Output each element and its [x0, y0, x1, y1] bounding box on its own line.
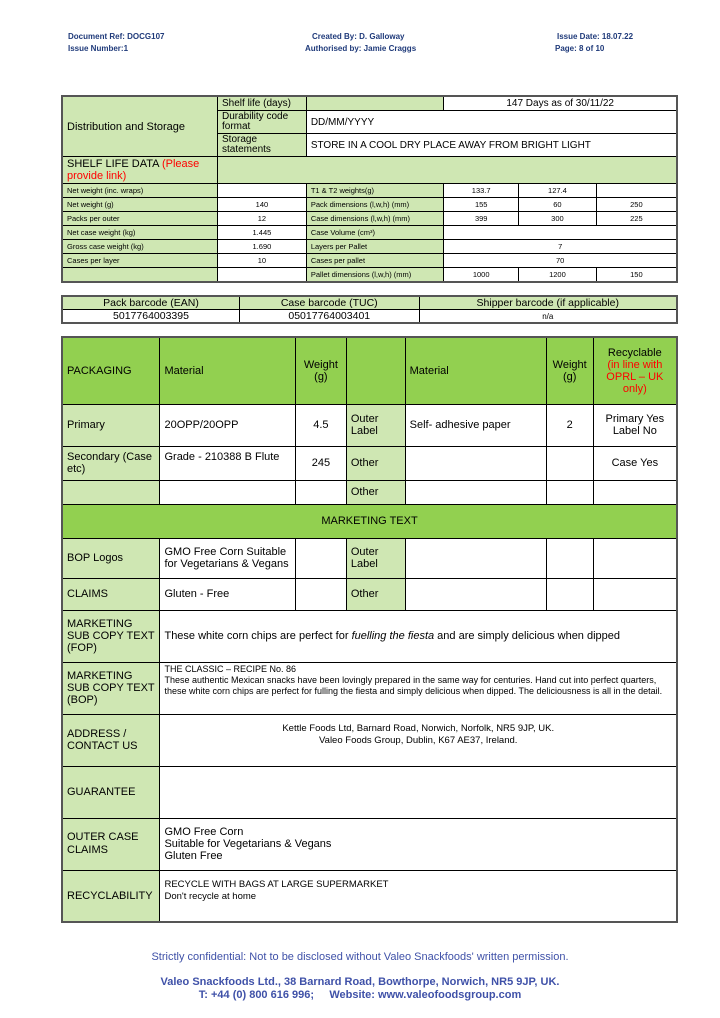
shelf-row-label: Packs per outer [62, 212, 218, 226]
shelf-row-label: Net weight (inc. wraps) [62, 184, 218, 198]
outer-label-material: Self- adhesive paper [405, 404, 546, 446]
shelf-row-label: Gross case weight (kg) [62, 240, 218, 254]
claims-other: Other [346, 578, 405, 610]
shelf-row-metric: Cases per pallet [306, 254, 444, 268]
durability-label: Durability code format [218, 111, 307, 134]
shelf-row-label: Cases per layer [62, 254, 218, 268]
created-by: Created By: D. Galloway [312, 32, 405, 41]
address-label: ADDRESS / CONTACT US [62, 714, 160, 766]
shelf-row-metric: Layers per Pallet [306, 240, 444, 254]
storage-value: STORE IN A COOL DRY PLACE AWAY FROM BRIGHT LIGHT [306, 134, 677, 157]
outer-claims-label: OUTER CASE CLAIMS [62, 818, 160, 870]
shelf-data-row [62, 254, 677, 268]
bop-outer-label: Outer Label [346, 538, 405, 578]
secondary-material: Grade - 210388 B Flute [160, 446, 295, 480]
ean-value: 5017764003395 [62, 310, 240, 324]
shelf-row-value: 12 [218, 212, 307, 226]
shelf-data-row [62, 184, 677, 198]
shelf-row-metric: T1 & T2 weights(g) [306, 184, 444, 198]
authorised-by: Authorised by: Jamie Craggs [305, 44, 417, 53]
recyclable-header: Recyclable (in line with OPRL – UK only) [593, 337, 677, 404]
shelf-row-value: 10 [218, 254, 307, 268]
shipper-label: Shipper barcode (if applicable) [419, 296, 677, 310]
issue-date: Issue Date: 18.07.22 [557, 32, 634, 41]
shelf-row-label: Net case weight (kg) [62, 226, 218, 240]
shelf-row-label [62, 268, 218, 283]
primary-material: 20OPP/20OPP [160, 404, 295, 446]
recyclable-note: (in line with OPRL – UK only) [606, 358, 664, 395]
bop-text: THE CLASSIC – RECIPE No. 86 These authentic Mexican snacks have been lovingly prepared in the same way for centuries. Hand cut into perfect quarters, these white corn chips are perfect for fulling the fiesta and simply delicious when dipped. The deliciousness is all in the detail. [160, 662, 677, 714]
outer-label-weight: 2 [546, 404, 593, 446]
shelf-row-metric: Pack dimensions (l,w,h) (mm) [306, 198, 444, 212]
guarantee-label: GUARANTEE [62, 766, 160, 818]
shelf-life-data-note: (Please provide link) [67, 158, 200, 182]
shelf-row-value: 140 [218, 198, 307, 212]
shelf-life-data-title: SHELF LIFE DATA (Please provide link) [62, 157, 218, 184]
outer-claims-text: GMO Free Corn Suitable for Vegetarians & Vegans Gluten Free [160, 818, 677, 870]
primary-weight: 4.5 [295, 404, 346, 446]
packaging-title: PACKAGING [62, 337, 160, 404]
shelf-row-value: 1.690 [218, 240, 307, 254]
shelf-row-value-3: 225 [596, 212, 677, 226]
fop-label: MARKETING SUB COPY TEXT (FOP) [62, 610, 160, 662]
claims-value: Gluten - Free [160, 578, 295, 610]
secondary-recyclable: Case Yes [593, 446, 677, 480]
shelf-data-row [62, 268, 677, 283]
shelf-row-value-3 [596, 184, 677, 198]
durability-value: DD/MM/YYYY [306, 111, 677, 134]
shelf-row-value-1: 1000 [444, 268, 519, 283]
shelf-row-value-3: 150 [596, 268, 677, 283]
shipper-value: n/a [419, 310, 677, 324]
shelf-row-value [218, 184, 307, 198]
shelf-row-span-value: 7 [444, 240, 677, 254]
distribution-storage-label: Distribution and Storage [62, 96, 218, 157]
shelf-row-metric: Pallet dimensions (l,w,h) (mm) [306, 268, 444, 283]
shelf-data-row [62, 226, 677, 240]
tuc-value: 05017764003401 [240, 310, 420, 324]
issue-number: Issue Number:1 [68, 44, 129, 53]
shelf-data-row [62, 212, 677, 226]
shelf-row-value: 1.445 [218, 226, 307, 240]
footer-contact: T: +44 (0) 800 616 996; Website: www.valeofoodsgroup.com [198, 989, 522, 1001]
shelf-row-span-value: 70 [444, 254, 677, 268]
secondary-label: Secondary (Case etc) [62, 446, 160, 480]
barcode-table [61, 295, 678, 324]
primary-recyclable: Primary Yes Label No [593, 404, 677, 446]
shelf-row-value-1: 133.7 [444, 184, 519, 198]
marketing-title: MARKETING TEXT [62, 504, 677, 538]
page-number: Page: 8 of 10 [555, 44, 605, 53]
shelf-row-label: Net weight (g) [62, 198, 218, 212]
shelf-life-value: 147 Days as of 30/11/22 [444, 96, 677, 111]
primary-label: Primary [62, 404, 160, 446]
address-text: Kettle Foods Ltd, Barnard Road, Norwich, Norfolk, NR5 9JP, UK. Valeo Foods Group, Dublin, K67 AE37, Ireland. [160, 714, 677, 766]
weight-header: Weight (g) [295, 337, 346, 404]
recyclability-label: RECYCLABILITY [62, 870, 160, 922]
distribution-storage-table [61, 95, 678, 283]
bop-label: MARKETING SUB COPY TEXT (BOP) [62, 662, 160, 714]
bop-logos-label: BOP Logos [62, 538, 160, 578]
material2-header: Material [405, 337, 546, 404]
recyclability-text: RECYCLE WITH BAGS AT LARGE SUPERMARKET Don't recycle at home [160, 870, 677, 922]
shelf-data-row [62, 198, 677, 212]
shelf-row-metric: Case dimensions (l,w,h) (mm) [306, 212, 444, 226]
material-header: Material [160, 337, 295, 404]
shelf-row-value-1: 399 [444, 212, 519, 226]
shelf-row-metric: Case Volume (cm³) [306, 226, 444, 240]
shelf-data-row [62, 240, 677, 254]
other-label-2: Other [346, 480, 405, 504]
footer-address: Valeo Snackfoods Ltd., 38 Barnard Road, Bowthorpe, Norwich, NR5 9JP, UK. [160, 976, 560, 988]
shelf-row-span-value [444, 226, 677, 240]
storage-label: Storage statements [218, 134, 307, 157]
outer-label-label: Outer Label [346, 404, 405, 446]
shelf-row-value-3: 250 [596, 198, 677, 212]
confidential-notice: Strictly confidential: Not to be disclosed without Valeo Snackfoods' written permission. [151, 951, 569, 963]
packaging-marketing-table [61, 336, 678, 923]
doc-ref: Document Ref: DOCG107 [68, 32, 165, 41]
guarantee-value [160, 766, 677, 818]
fop-text: These white corn chips are perfect for fuelling the fiesta and are simply delicious when dipped [160, 610, 677, 662]
shelf-row-value-1: 155 [444, 198, 519, 212]
other-label: Other [346, 446, 405, 480]
claims-label: CLAIMS [62, 578, 160, 610]
bop-logos-value: GMO Free Corn Suitable for Vegetarians & Vegans [160, 538, 295, 578]
shelf-row-value-2: 1200 [519, 268, 597, 283]
shelf-row-value-2: 60 [519, 198, 597, 212]
shelf-life-label: Shelf life (days) [218, 96, 307, 111]
secondary-weight: 245 [295, 446, 346, 480]
shelf-row-value-2: 300 [519, 212, 597, 226]
ean-label: Pack barcode (EAN) [62, 296, 240, 310]
weight2-header: Weight (g) [546, 337, 593, 404]
tuc-label: Case barcode (TUC) [240, 296, 420, 310]
shelf-row-value [218, 268, 307, 283]
shelf-row-value-2: 127.4 [519, 184, 597, 198]
